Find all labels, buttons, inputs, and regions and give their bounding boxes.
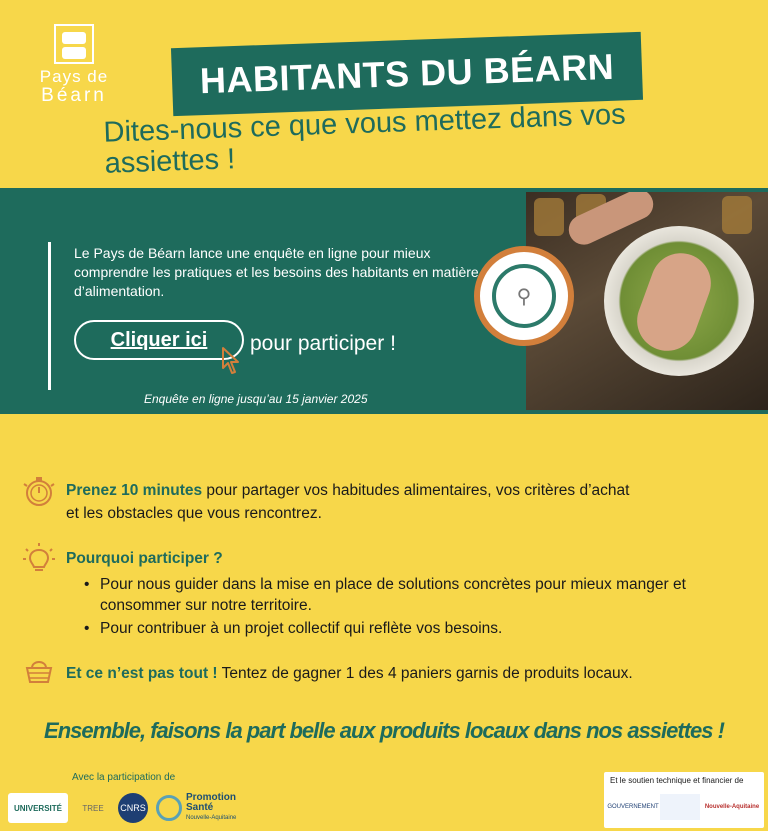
why-bullets bbox=[84, 574, 704, 641]
sponsor-title: Et le soutien technique et financier de bbox=[610, 776, 744, 785]
lightbulb-icon bbox=[22, 542, 56, 576]
why-bullet: • Pour contribuer à un projet collectif qui reflète vos besoins. bbox=[84, 618, 704, 639]
prize-line bbox=[66, 663, 746, 684]
cows-icon bbox=[54, 24, 94, 64]
badge-label bbox=[480, 352, 498, 353]
ps-line1: Promotion bbox=[186, 792, 236, 803]
prize-text: Tentez de gagner 1 des 4 paniers garnis de produits locaux. bbox=[221, 665, 633, 682]
ps-line2: Santé bbox=[186, 802, 214, 813]
partner-logos bbox=[8, 788, 308, 828]
why-heading: Pourquoi participer ? bbox=[66, 550, 223, 567]
basket-icon bbox=[22, 654, 56, 688]
survey-intro: Le Pays de Béarn lance une enquête en ligne pour mieux comprendre les pratiques et les besoins des habitants en matière d’alimentation. bbox=[74, 245, 479, 299]
cursor-icon bbox=[220, 346, 244, 376]
time-highlight: Prenez 10 minutes bbox=[66, 482, 203, 499]
click-here-button[interactable] bbox=[74, 320, 244, 360]
cnrs-logo: CNRS bbox=[118, 793, 148, 823]
page-subtitle: Dites-nous ce que vous mettez dans vos assiettes ! bbox=[103, 98, 627, 180]
sponsor-box bbox=[604, 772, 764, 828]
time-text: pour partager vos habitudes alimentaires, vos critères d’achat bbox=[206, 482, 630, 499]
gouvernement-logo: GOUVERNEMENT bbox=[607, 804, 659, 810]
university-logo: UNIVERSITÉ bbox=[8, 793, 68, 823]
promotion-sante-icon bbox=[156, 795, 182, 821]
slogan: Ensemble, faisons la part belle aux produits locaux dans nos assiettes ! bbox=[44, 718, 724, 743]
cta-suffix: pour participer ! bbox=[250, 332, 396, 355]
click-here-label: Cliquer ici bbox=[110, 328, 208, 351]
page-title: HABITANTS DU BÉARN bbox=[199, 45, 615, 102]
ps-line3: Nouvelle-Aquitaine bbox=[186, 815, 237, 821]
cutlery-icon: ⚲ bbox=[492, 264, 556, 328]
projet-alimentaire-territorial-badge bbox=[474, 246, 574, 346]
promotion-sante-logo bbox=[156, 793, 236, 823]
pays-de-bearn-logo bbox=[18, 24, 130, 116]
why-bullet: • Pour nous guider dans la mise en place de solutions concrètes pour mieux manger et consommer sur notre territoire. bbox=[84, 574, 704, 616]
stopwatch-icon bbox=[22, 474, 56, 508]
panel-divider bbox=[48, 242, 51, 390]
prize-highlight: Et ce n’est pas tout ! bbox=[66, 665, 218, 682]
agency-logo bbox=[660, 794, 700, 820]
tree-logo: TREE bbox=[82, 803, 104, 813]
time-section-line1 bbox=[66, 480, 726, 501]
logo-line1: Pays de bbox=[39, 67, 109, 86]
time-text-line2: et les obstacles que vous rencontrez. bbox=[66, 505, 322, 522]
nouvelle-aquitaine-logo: Nouvelle-Aquitaine bbox=[704, 804, 760, 810]
survey-deadline: Enquête en ligne jusqu’au 15 janvier 2025 bbox=[144, 392, 368, 406]
logo-line2: Béarn bbox=[41, 85, 107, 106]
partners-label: Avec la participation de bbox=[72, 772, 176, 783]
